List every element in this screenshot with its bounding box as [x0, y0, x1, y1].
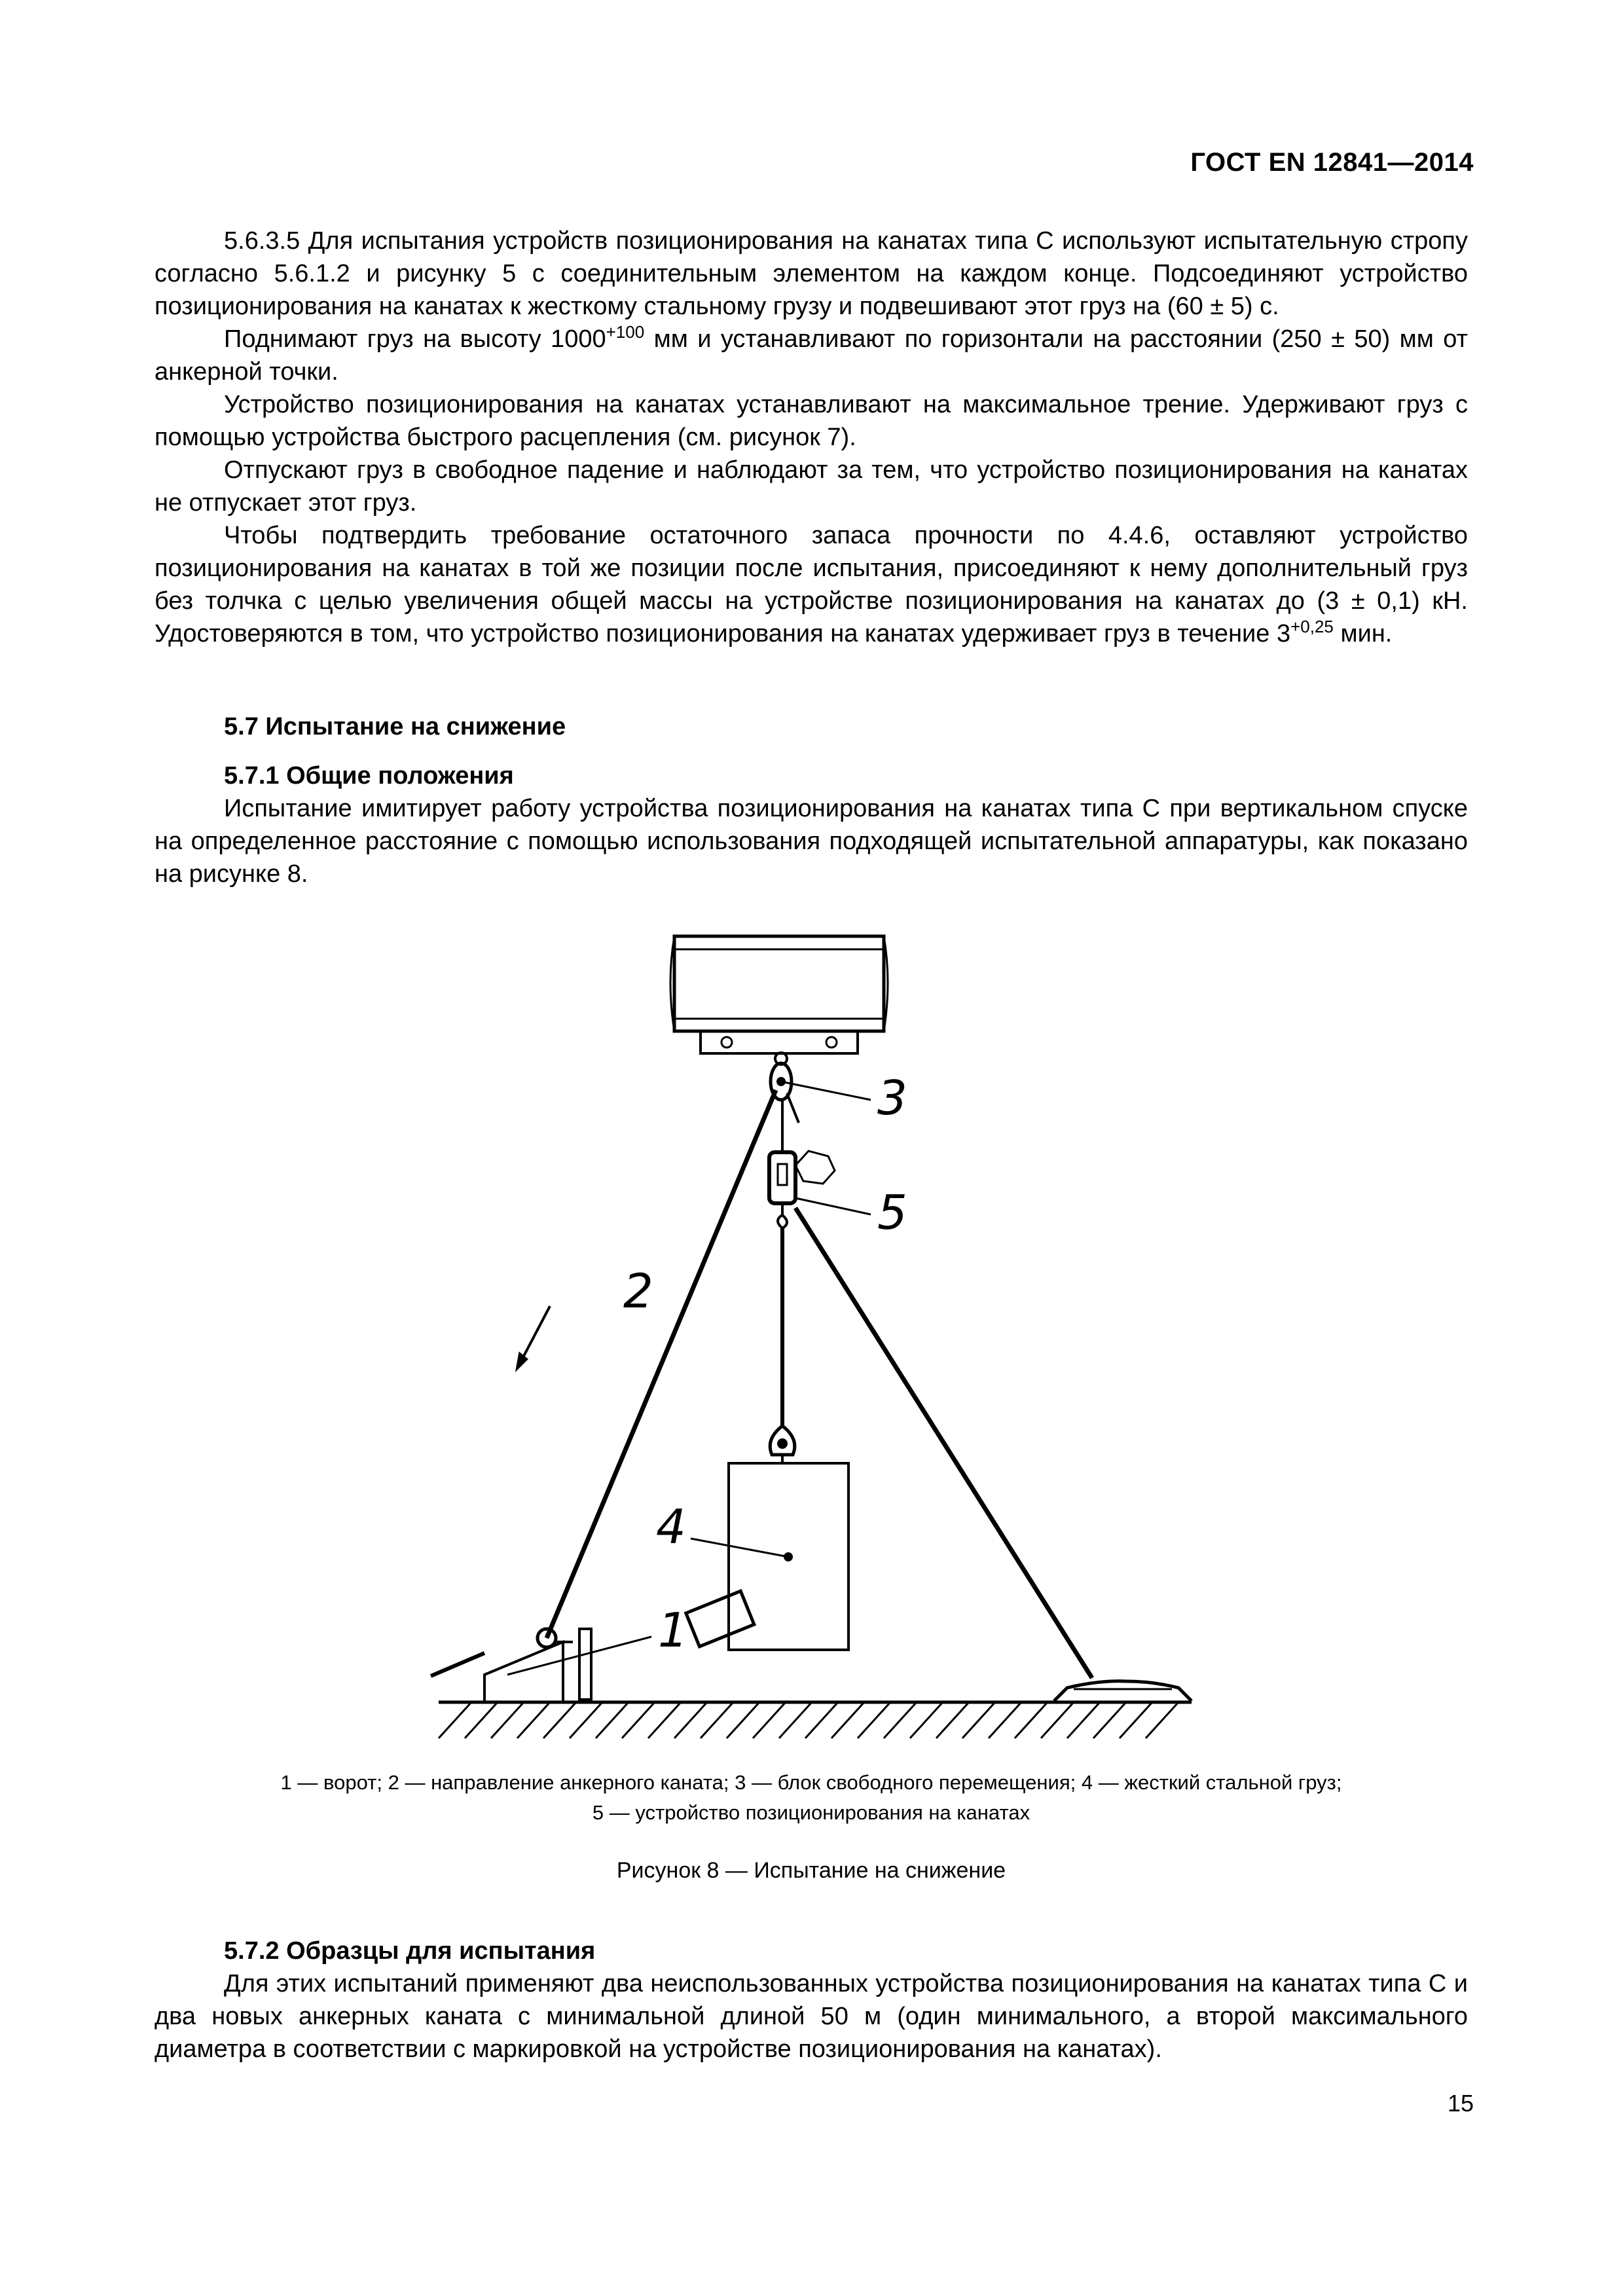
label-2: 2 [623, 1264, 653, 1319]
descent-test-diagram [419, 910, 1205, 1751]
standard-header: ГОСТ EN 12841—2014 [1190, 148, 1474, 177]
anchor-rope-left [547, 1090, 776, 1638]
beam [674, 936, 884, 1031]
paragraph-text: Чтобы подтвердить требование остаточного запаса прочности по 4.4.6, оставляют устройство позиционирования на канатах в той же позиции после испытания, присоединяют к нему дополнительный груз без толчка с целью увеличения общей массы на устройстве позиционирования на канатах до (3 ± 0,1) кН. Удостоверяются в том, что устройство позиционирования на канатах удерживает груз в течение 3 [155, 522, 1468, 647]
paragraph-text: Поднимают груз на высоту 1000 [224, 325, 606, 353]
paragraph-text: мин. [1333, 620, 1393, 647]
paragraph [155, 323, 1468, 388]
figure-legend [155, 1768, 1468, 1828]
subsection-heading: 5.7.2 Образцы для испытания [224, 1937, 596, 1965]
paragraph: 5.6.3.5 Для испытания устройств позиционирования на канатах типа С используют испытательную стропу согласно 5.6.1.2 и рисунку 5 с соединительным элементом на каждом конце. Подсоединяют устройство позиционирования на канатах к жесткому стальному грузу и подвешивают этот груз на (60 ± 5) с. [155, 227, 1468, 320]
section-5635 [155, 225, 1468, 650]
paragraph: Отпускают груз в свободное падение и наблюдают за тем, что устройство позиционирования на канатах не отпускает этот груз. [155, 456, 1468, 517]
section-571-text [155, 792, 1468, 890]
subsection-heading: 5.7.1 Общие положения [224, 762, 514, 790]
paragraph: Испытание имитирует работу устройства позиционирования на канатах типа С при вертикальном спуске на определенное расстояние с помощью использования подходящей испытательной аппаратуры, как показано на рисунке 8. [155, 795, 1468, 888]
legend-line: 5 — устройство позиционирования на канатах [592, 1801, 1030, 1824]
paragraph: Для этих испытаний применяют два неиспользованных устройства позиционирования на канатах типа С и два новых анкерных каната с минимальной длиной 50 м (один минимального, а второй максимального диаметра в соответствии с маркировкой на устройстве позиционирования на канатах). [155, 1970, 1468, 2063]
winch-base [484, 1642, 563, 1701]
label-4: 4 [656, 1499, 686, 1554]
anchor-rope-right [795, 1208, 1092, 1678]
tolerance-superscript: +100 [606, 322, 645, 342]
mounting-plate [701, 1031, 858, 1053]
tolerance-superscript: +0,25 [1290, 617, 1334, 636]
ground-hatching [439, 1702, 1178, 1738]
figure-title: Рисунок 8 — Испытание на снижение [616, 1858, 1006, 1883]
label-3: 3 [877, 1070, 907, 1125]
paragraph: Устройство позиционирования на канатах устанавливают на максимальное трение. Удерживают груз с помощью устройства быстрого расцепления (см. рисунок 7). [155, 391, 1468, 451]
legend-line: 1 — ворот; 2 — направление анкерного каната; 3 — блок свободного перемещения; 4 — жесткий стальной груз; [280, 1771, 1342, 1794]
label-1: 1 [658, 1603, 688, 1658]
anchor-plate [1054, 1681, 1192, 1701]
page-number: 15 [1447, 2090, 1474, 2117]
section-heading: 5.7 Испытание на снижение [224, 713, 566, 740]
paragraph-text: мм и устанавливают по горизонтали на расстоянии (250 ± 50) мм от анкерной точки. [155, 325, 1468, 386]
section-572-text [155, 1967, 1468, 2066]
figure-8 [419, 910, 1205, 1751]
rope-positioning-device [769, 1152, 795, 1203]
winch-drum [686, 1591, 754, 1647]
label-5: 5 [877, 1185, 907, 1240]
paragraph [155, 519, 1468, 650]
